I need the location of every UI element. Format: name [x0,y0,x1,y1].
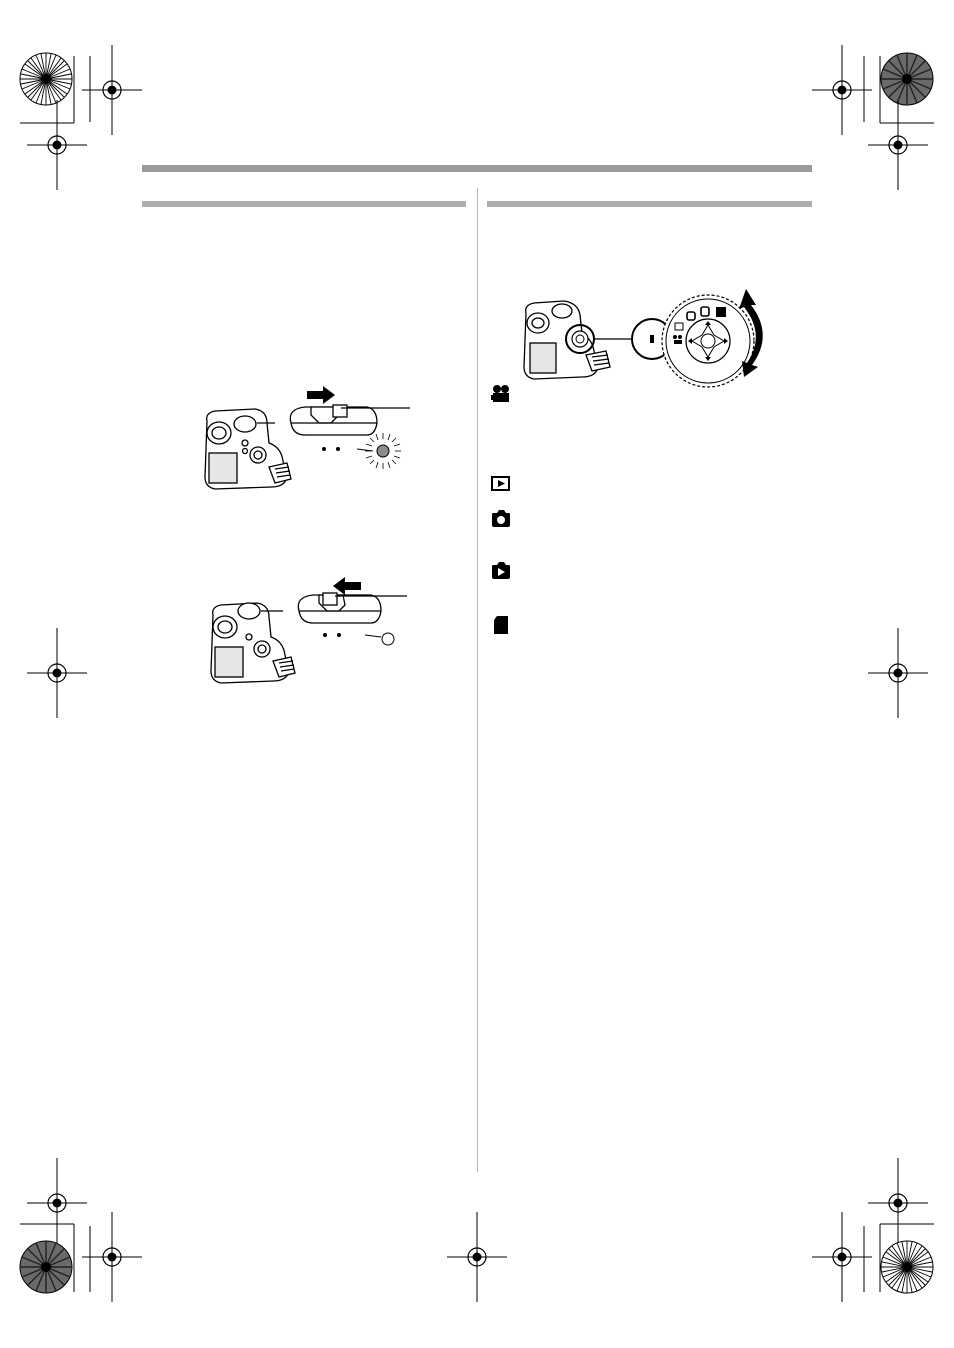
mode-dial-illustration [520,285,790,385]
pc-connection-mode-icon [490,614,512,634]
power-off-illustration [195,573,455,693]
page-header-rule [142,165,812,172]
mode-dial [662,295,754,387]
tape-recording-mode-icon [490,384,512,404]
card-recording-mode-icon [490,509,512,529]
right-column-heading-bar [487,201,812,207]
power-lamp-lit [365,433,401,469]
left-column-heading-bar [142,201,466,207]
arrow-right-icon [307,386,335,404]
camcorder-icon [205,409,291,489]
card-playback-mode-icon [490,561,512,581]
camcorder-icon [211,603,295,683]
power-on-illustration [195,383,455,503]
arrow-left-icon [333,577,361,595]
power-lamp-off [382,633,394,645]
column-divider [477,188,478,1172]
tape-playback-mode-icon [490,474,512,494]
